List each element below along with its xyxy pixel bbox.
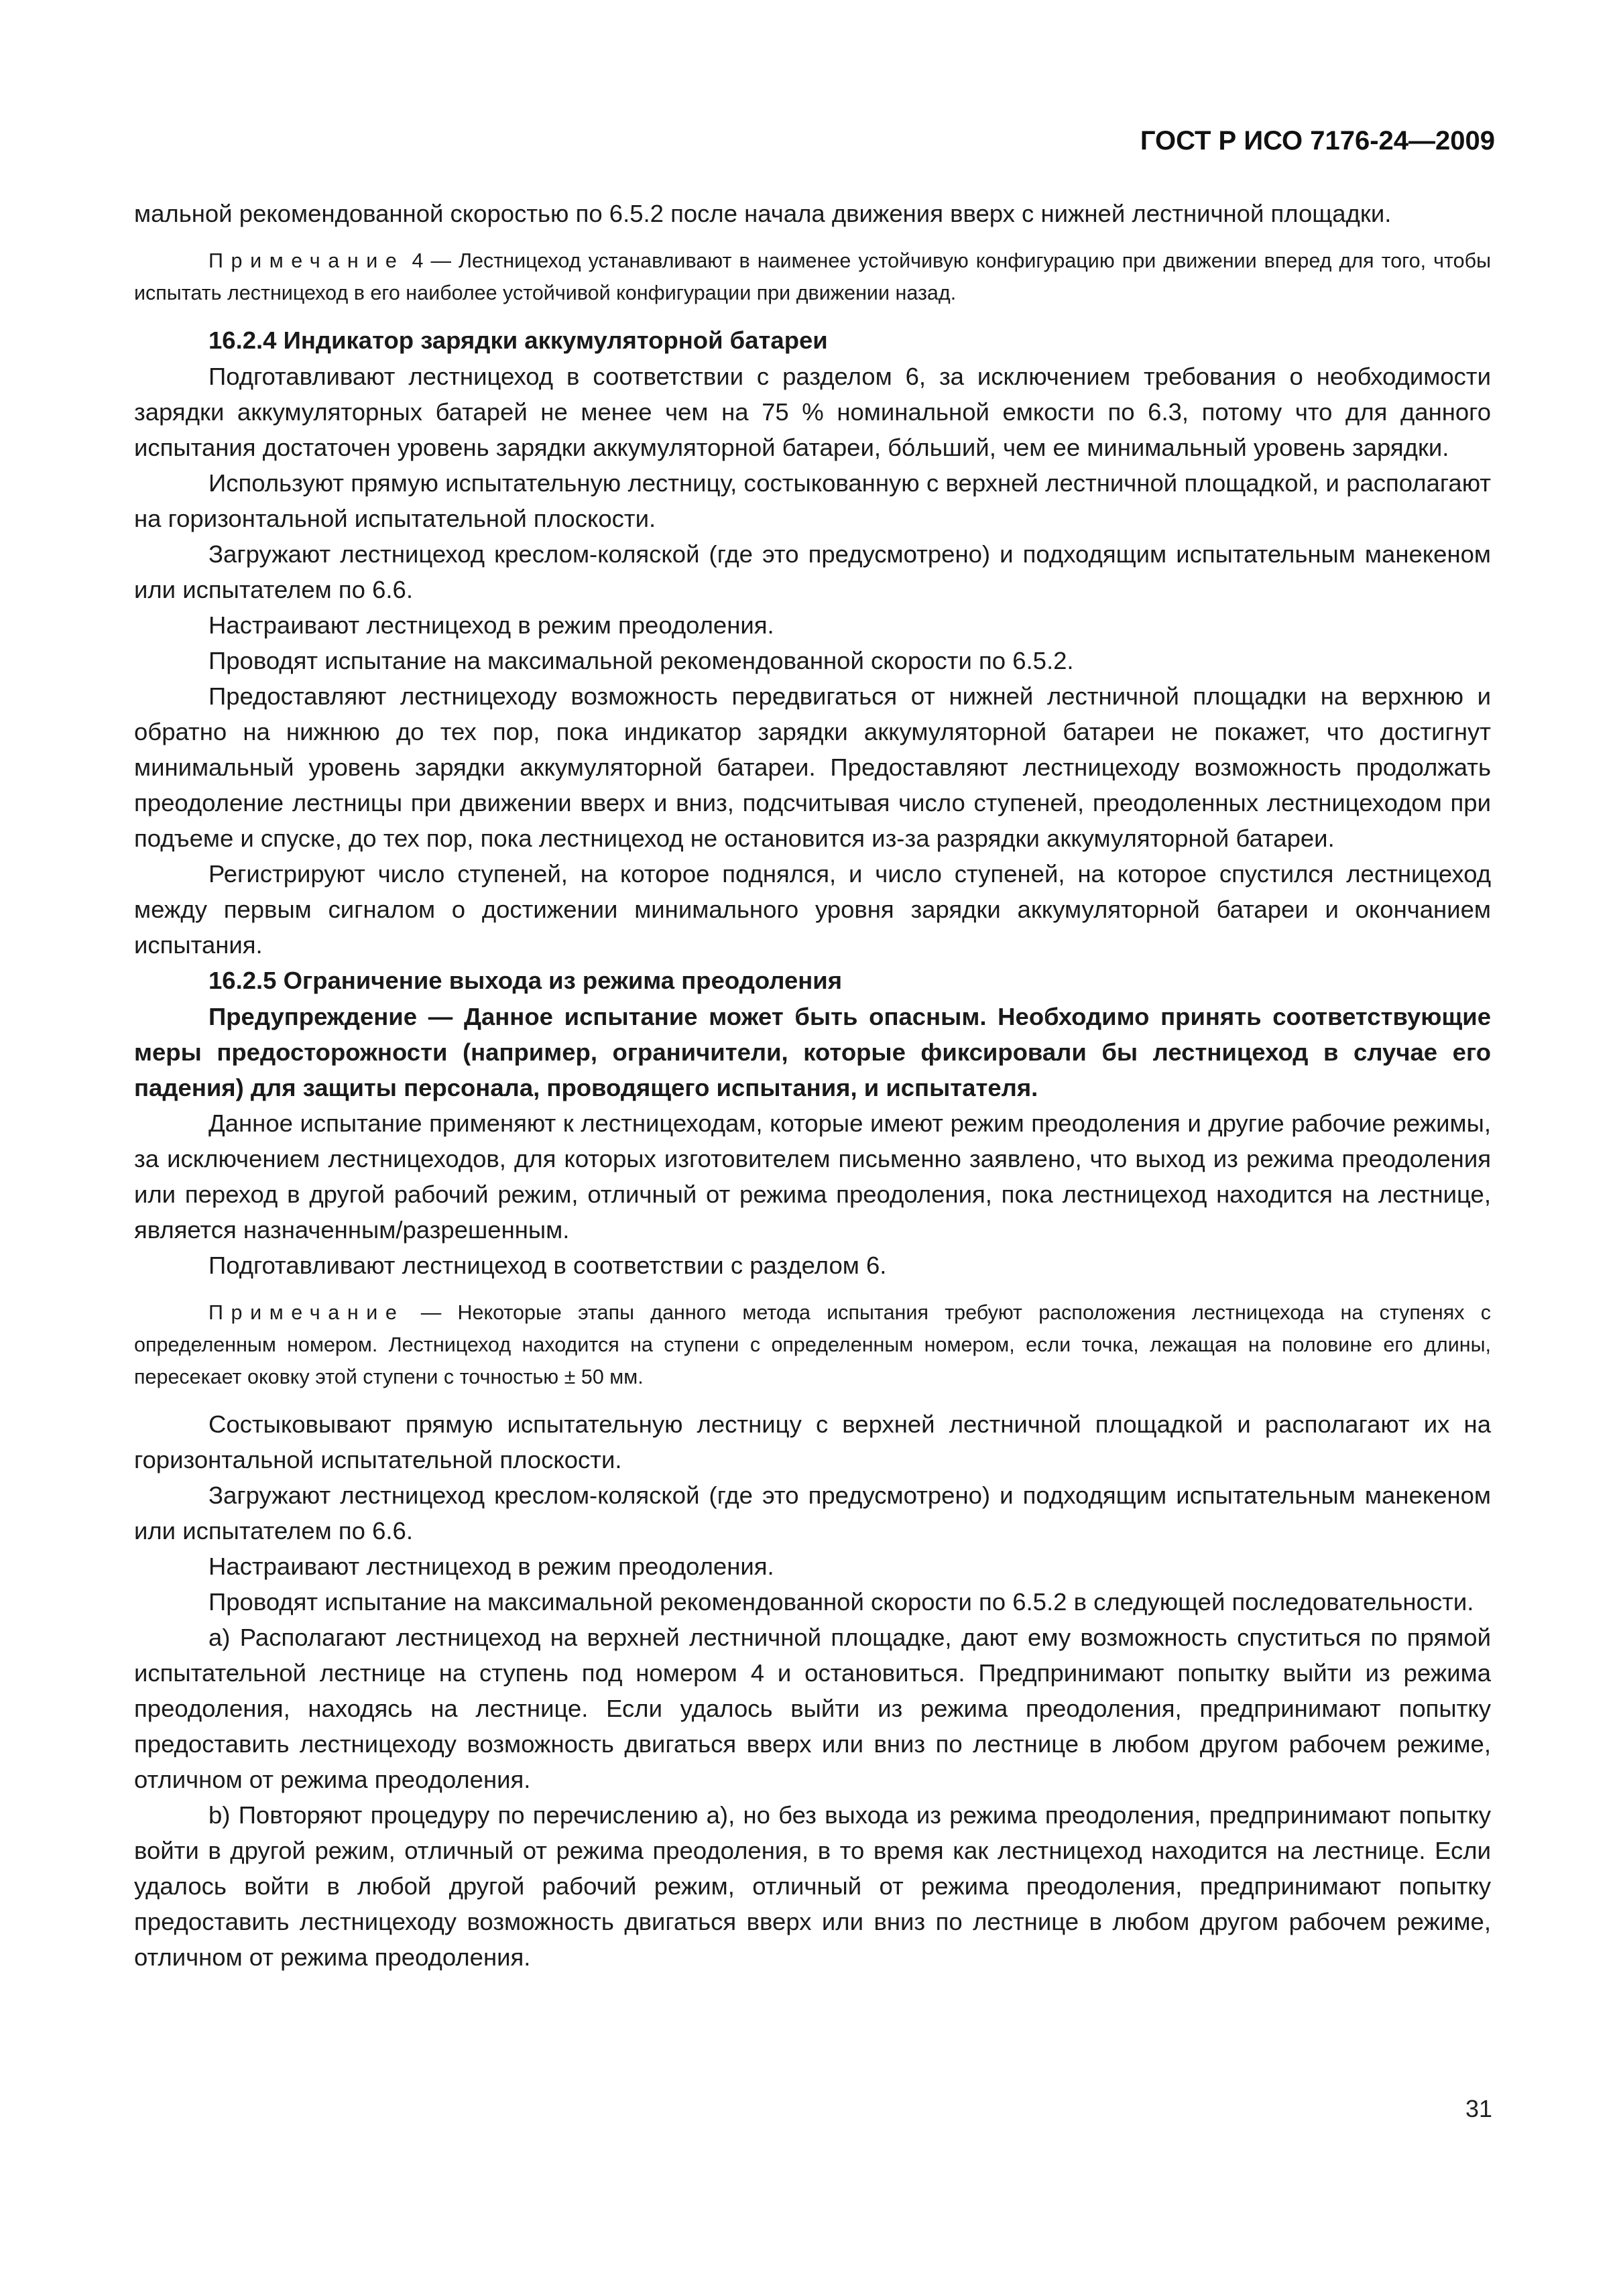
- paragraph: Подготавливают лестницеход в соответствии с разделом 6.: [208, 1252, 887, 1279]
- section-heading: 16.2.4 Индикатор зарядки аккумуляторной батареи: [208, 326, 828, 354]
- paragraph: Настраивают лестницеход в режим преодоления.: [208, 1553, 774, 1580]
- paragraph: Данное испытание применяют к лестницеходам, которые имеют режим преодоления и другие рабочие режимы, за исключением лестницеходов, для которых изготовителем письменно заявлено, что выход из режима преодоления или переход в другой рабочий режим, отличный от режима преодоления, пока лестницеход находится на лестнице, является назначенным/разрешенным.: [134, 1109, 1491, 1244]
- paragraph: Настраивают лестницеход в режим преодоления.: [208, 611, 774, 639]
- paragraph: Проводят испытание на максимальной рекомендованной скорости по 6.5.2 в следующей последовательности.: [208, 1588, 1474, 1616]
- paragraph: Регистрируют число ступеней, на которое поднялся, и число ступеней, на которое спустился лестницеход между первым сигналом о достижении минимального уровня зарядки аккумуляторной батареи и окончанием испытания.: [134, 860, 1491, 959]
- note-label: Примечание: [208, 249, 405, 272]
- note-text: — Некоторые этапы данного метода испытания требуют расположения лестницехода на ступенях с определенным номером. Лестницеход находится на ступени с определенным номером, если точка, лежащая на половине его длины, пересекает оковку этой ступени с точностью ± 50 мм.: [134, 1301, 1491, 1388]
- page-number: 31: [1465, 2095, 1492, 2122]
- section-heading: 16.2.5 Ограничение выхода из режима преодоления: [208, 967, 843, 994]
- paragraph: Используют прямую испытательную лестницу, состыкованную с верхней лестничной площадкой, и располагают на горизонтальной испытательной плоскости.: [134, 469, 1491, 532]
- note: [134, 245, 1491, 309]
- paragraph: Загружают лестницеход креслом-коляской (где это предусмотрено) и подходящим испытательным манекеном или испытателем по 6.6.: [134, 1482, 1491, 1545]
- document-header: ГОСТ Р ИСО 7176-24—2009: [1140, 126, 1495, 156]
- list-item-a: а) Располагают лестницеход на верхней лестничной площадке, дают ему возможность спуститься по прямой испытательной лестнице на ступень под номером 4 и остановиться. Предпринимают попытку выйти из режима преодоления, находясь на лестнице. Если удалось выйти из режима преодоления, предпринимают попытку предоставить лестницеходу возможность двигаться вверх или вниз по лестнице в любом другом рабочем режиме, отличном от режима преодоления.: [134, 1624, 1491, 1793]
- paragraph: Подготавливают лестницеход в соответствии с разделом 6, за исключением требования о необходимости зарядки аккумуляторных батарей не менее чем на 75 % номинальной емкости по 6.3, потому что для данного испытания достаточен уровень зарядки аккумуляторной батареи, бо́льший, чем ее минимальный уровень зарядки.: [134, 363, 1491, 461]
- page-body: [134, 196, 1491, 1975]
- note-text: 4 — Лестницеход устанавливают в наименее устойчивую конфигурацию при движении вперед для того, чтобы испытать лестницеход в его наиболее устойчивой конфигурации при движении назад.: [134, 249, 1491, 304]
- paragraph: Предоставляют лестницеходу возможность передвигаться от нижней лестничной площадки на верхнюю и обратно на нижнюю до тех пор, пока индикатор зарядки аккумуляторной батареи не покажет, что достигнут минимальный уровень зарядки аккумуляторной батареи. Предоставляют лестницеходу возможность продолжать преодоление лестницы при движении вверх и вниз, подсчитывая число ступеней, преодоленных лестницеходом при подъеме и спуске, до тех пор, пока лестницеход не остановится из-за разрядки аккумуляторной батареи.: [134, 682, 1491, 852]
- warning-paragraph: Предупреждение — Данное испытание может быть опасным. Необходимо принять соответствующие меры предосторожности (например, ограничители, которые фиксировали бы лестницеход в случае его падения) для защиты персонала, проводящего испытания, и испытателя.: [134, 1003, 1491, 1101]
- paragraph: Загружают лестницеход креслом-коляской (где это предусмотрено) и подходящим испытательным манекеном или испытателем по 6.6.: [134, 540, 1491, 603]
- paragraph: Состыковывают прямую испытательную лестницу с верхней лестничной площадкой и располагают их на горизонтальной испытательной плоскости.: [134, 1410, 1491, 1473]
- list-item-b: b) Повторяют процедуру по перечислению а), но без выхода из режима преодоления, предпринимают попытку войти в другой режим, отличный от режима преодоления, в то время как лестницеход находится на лестнице. Если удалось войти в любой другой рабочий режим, отличный от режима преодоления, предпринимают попытку предоставить лестницеходу возможность двигаться вверх или вниз по лестнице в любом другом рабочем режиме, отличном от режима преодоления.: [134, 1801, 1491, 1971]
- note: [134, 1296, 1491, 1393]
- note-label: Примечание: [208, 1301, 405, 1324]
- paragraph: Проводят испытание на максимальной рекомендованной скорости по 6.5.2.: [208, 647, 1074, 674]
- paragraph: мальной рекомендованной скоростью по 6.5.2 после начала движения вверх с нижней лестничной площадки.: [134, 200, 1392, 227]
